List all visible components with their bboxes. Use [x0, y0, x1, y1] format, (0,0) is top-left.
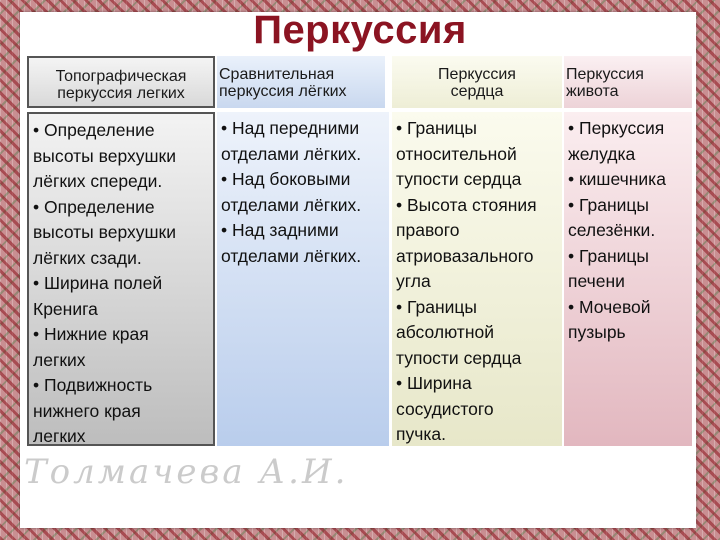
list-line: лёгких сзади. [33, 247, 142, 268]
list-line: • Подвижность [33, 375, 153, 395]
list-line: • Над боковыми [221, 169, 351, 189]
list-line: желудка [568, 143, 636, 164]
header-line: Перкуссия [438, 66, 516, 83]
list-line: • Определение [33, 196, 155, 217]
list-line: • Над задними [221, 220, 339, 240]
list-line: печени [568, 271, 625, 291]
list-line: сосудистого [396, 398, 494, 419]
list-line: • Нижние края [33, 324, 149, 344]
list-line: правого [396, 220, 460, 240]
list-line: атриовазального [396, 245, 534, 266]
list-line: • Границы [568, 194, 649, 215]
header-comparative-percussion [217, 56, 385, 108]
body-abdomen-percussion [564, 112, 692, 446]
body-topographic-percussion [27, 112, 215, 446]
list-line: • Над передними [221, 118, 360, 138]
list-line: • Ширина полей [33, 273, 163, 293]
list-line: тупости сердца [396, 169, 522, 189]
list-line: отделами лёгких. [221, 245, 362, 266]
list-line: • Мочевой [568, 296, 651, 317]
list-line: легких [33, 349, 86, 370]
header-heart-percussion [392, 56, 562, 108]
list-line: отделами лёгких. [221, 194, 362, 215]
list-line: • Границы [568, 245, 649, 266]
list-line: пучка. [396, 424, 446, 444]
list-line: нижнего края [33, 400, 141, 421]
list-line: • кишечника [568, 169, 666, 189]
header-line: перкуссия легких [57, 85, 185, 102]
list-line: • Определение [33, 120, 155, 140]
header-line: Топографическая [55, 68, 187, 85]
list-line: относительной [396, 143, 517, 164]
body-comparative-percussion [217, 112, 389, 446]
header-topographic-percussion [27, 56, 215, 108]
list-line: отделами лёгких. [221, 143, 362, 164]
list-line: Кренига [33, 298, 98, 319]
list-line: легких [33, 426, 86, 446]
header-line: Сравнительная [219, 66, 335, 83]
list-line: абсолютной [396, 322, 494, 342]
body-heart-percussion [392, 112, 562, 446]
list-line: тупости сердца [396, 347, 522, 368]
header-line: живота [566, 83, 619, 100]
header-abdomen-percussion [564, 56, 692, 108]
list-line: • Границы [396, 296, 477, 317]
list-line: пузырь [568, 322, 626, 342]
list-line: угла [396, 271, 431, 291]
list-line: селезёнки. [568, 220, 656, 240]
list-line: • Границы [396, 118, 477, 138]
list-line: высоты верхушки [33, 222, 176, 242]
slide-title: Перкуссия [253, 8, 467, 52]
header-line: Перкуссия [566, 66, 644, 83]
list-line: • Высота стояния [396, 194, 537, 215]
header-line: перкуссия лёгких [219, 83, 347, 100]
author-watermark: Толмачева А.И. [24, 452, 349, 492]
header-line: сердца [450, 83, 504, 100]
list-line: лёгких спереди. [33, 171, 163, 191]
list-line: • Ширина [396, 373, 472, 393]
list-line: высоты верхушки [33, 145, 176, 166]
list-line: • Перкуссия [568, 118, 665, 138]
